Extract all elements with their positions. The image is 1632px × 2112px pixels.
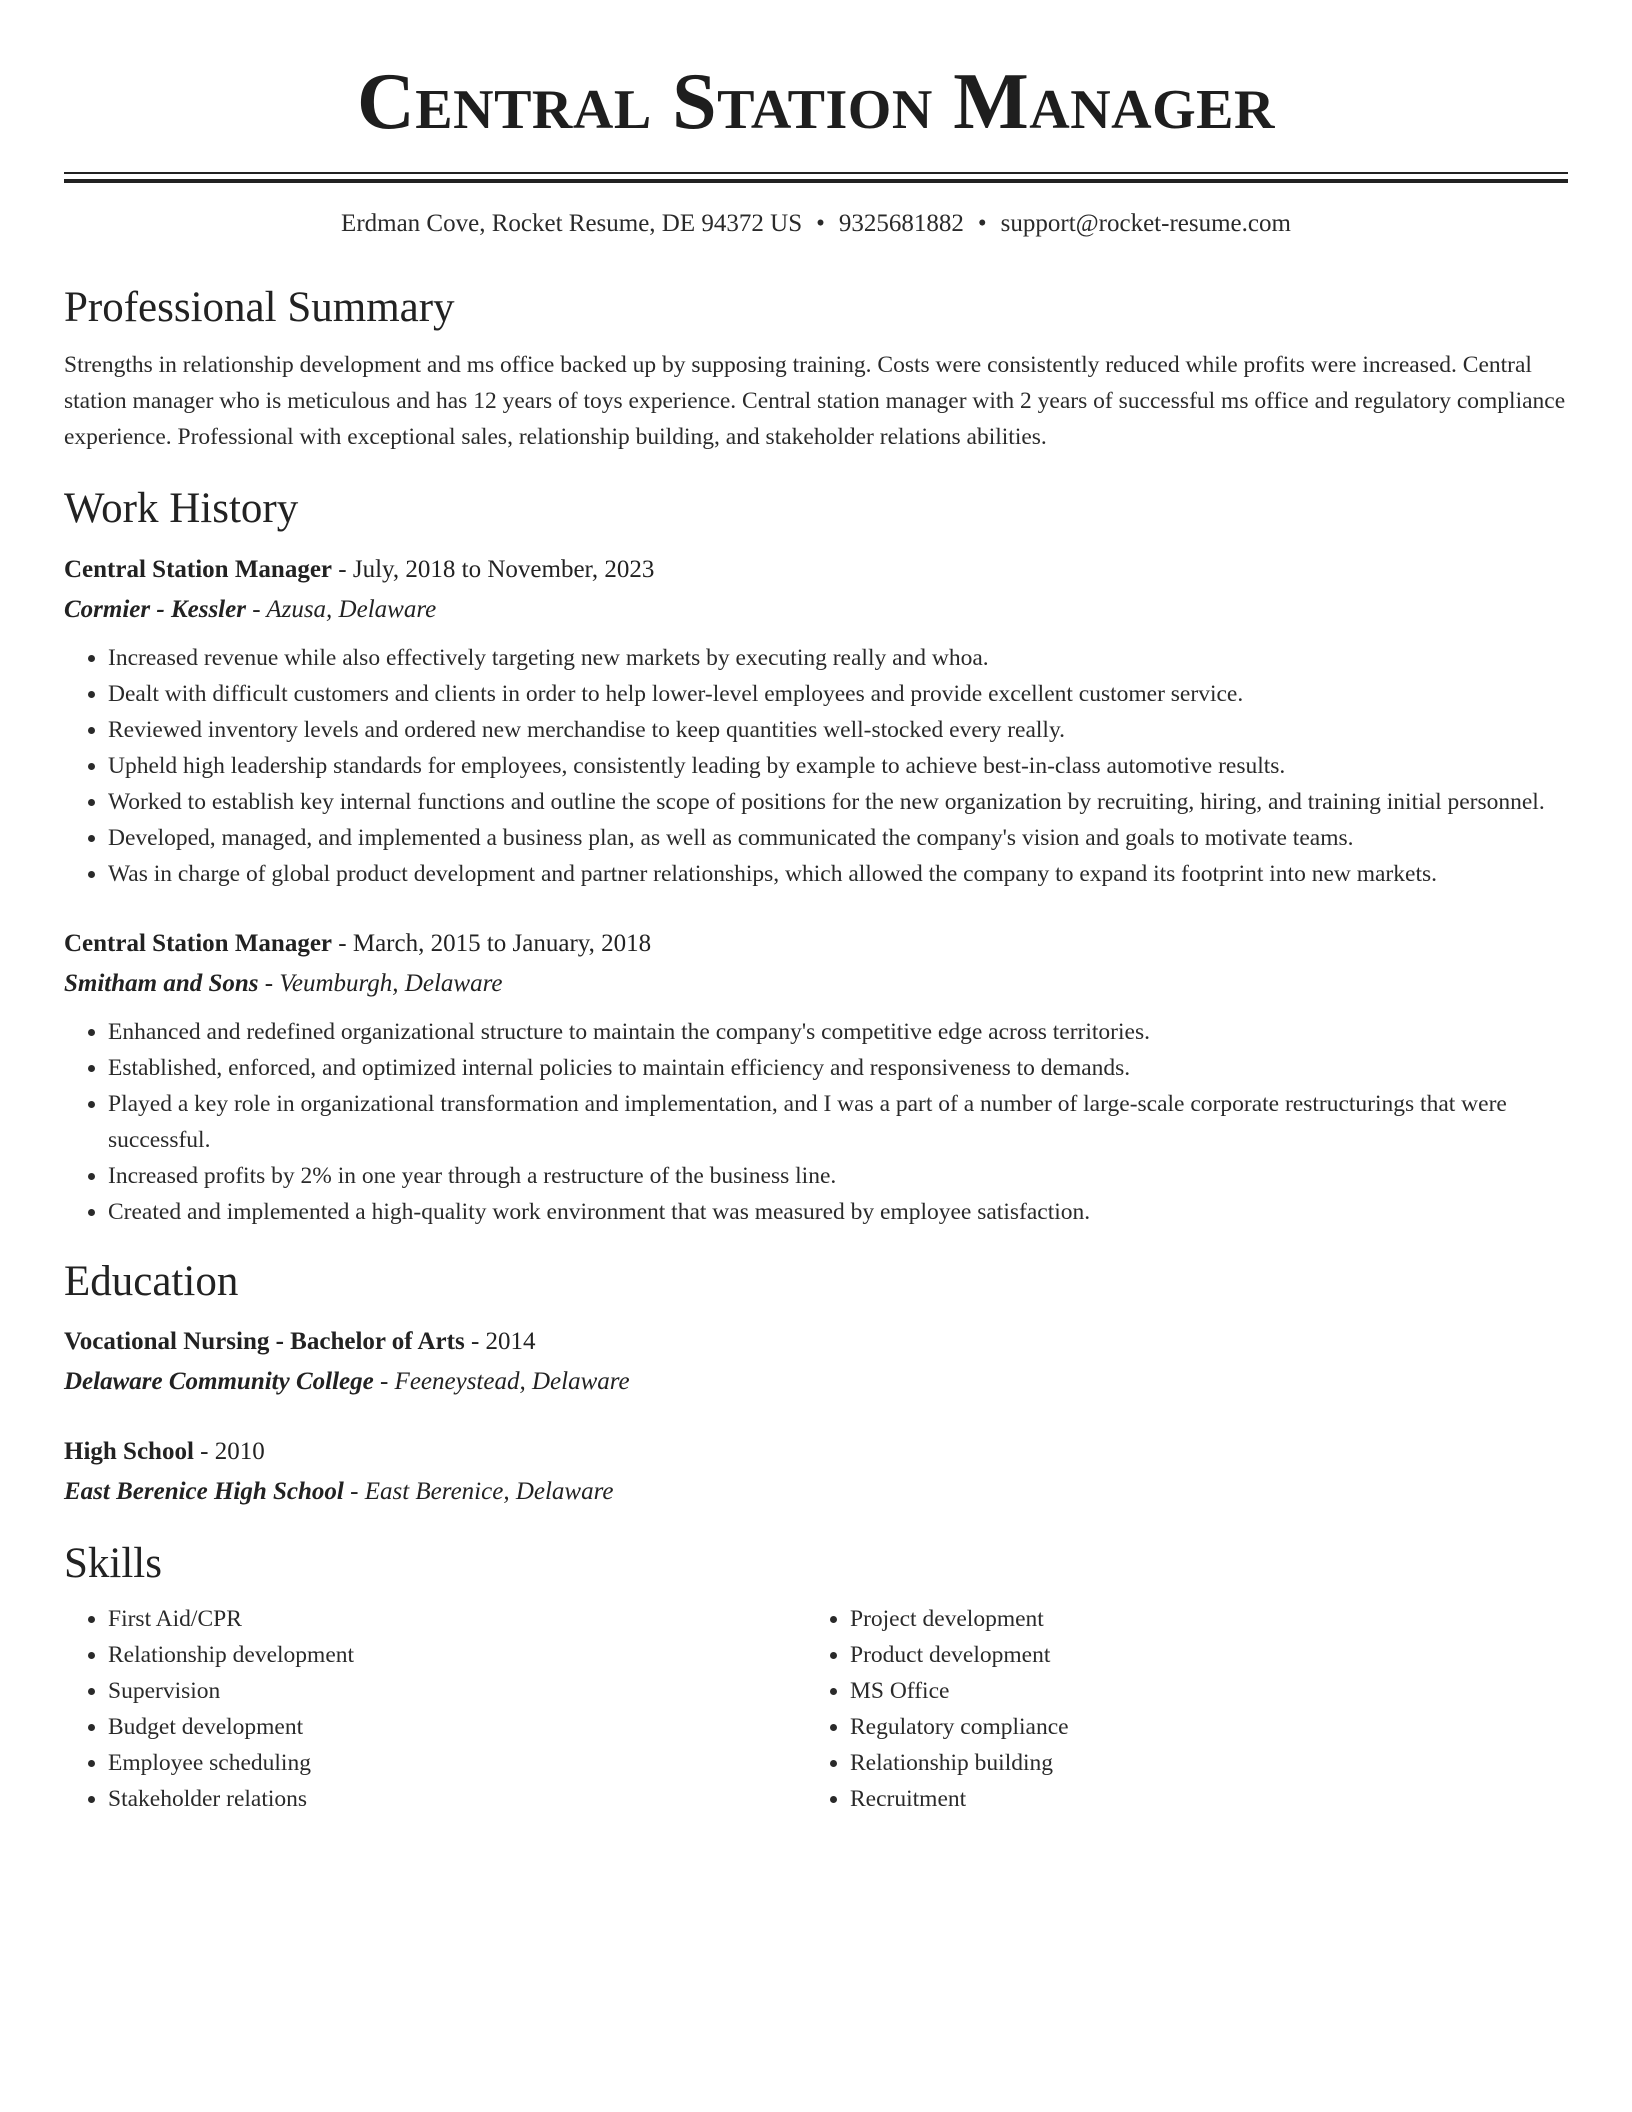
skill-item: • Regulatory compliance [850, 1709, 1536, 1745]
job-bullet: • Increased profits by 2% in one year through a restructure of the business line. [108, 1158, 1568, 1194]
work-history-heading: Work History [64, 485, 299, 533]
skill-item: • Relationship development [108, 1637, 806, 1673]
skills-list-left [64, 1601, 806, 1817]
skill-item: • Stakeholder relations [108, 1781, 806, 1817]
summary-heading: Professional Summary [64, 284, 455, 331]
header-double-rule [64, 172, 1568, 183]
skills-list-right [806, 1601, 1536, 1817]
education-school: East Berenice High School [64, 1477, 344, 1505]
job-company: Smitham and Sons [64, 969, 259, 997]
education-year: - 2010 [193, 1437, 265, 1465]
job-title: Central Station Manager [64, 555, 333, 583]
contact-email: support@rocket-resume.com [1000, 210, 1291, 237]
skill-item: • Project development [850, 1601, 1536, 1637]
skills-heading: Skills [64, 1539, 162, 1587]
education-degree-line [64, 1322, 1568, 1362]
job-location: - Veumburgh, Delaware [258, 969, 503, 997]
education-year: - 2014 [464, 1327, 536, 1355]
education-location: - Feeneystead, Delaware [373, 1367, 630, 1395]
skill-item: • Supervision [108, 1673, 806, 1709]
education-school-line [64, 1362, 1568, 1402]
job-bullet: • Played a key role in organizational transformation and implementation, and I was a part of a number of large-scale corporate restructurings that were successful. [108, 1086, 1568, 1158]
contact-address: Erdman Cove, Rocket Resume, DE 94372 US [341, 210, 803, 237]
job-bullet: • Reviewed inventory levels and ordered new merchandise to keep quantities well-stocked every really. [108, 712, 1568, 748]
job-bullet-list [64, 640, 1568, 892]
education-degree: Vocational Nursing - Bachelor of Arts [64, 1327, 465, 1355]
education-location: - East Berenice, Delaware [343, 1477, 614, 1505]
summary-text: Strengths in relationship development and ms office backed up by supposing training. Costs were consistently reduced while profits were increased. Central station manager who is meticulous and has 12 years of toys experience. Central station manager with 2 years of successful ms office and regulatory compliance experience. Professional with exceptional sales, relationship building, and stakeholder relations abilities. [64, 352, 1566, 451]
education-degree: High School [64, 1437, 194, 1465]
job-company-line [64, 590, 1568, 630]
job-title: Central Station Manager [64, 929, 333, 957]
job-bullet: • Developed, managed, and implemented a business plan, as well as communicated the company's vision and goals to motivate teams. [108, 820, 1568, 856]
skills-grid [64, 1601, 1568, 1817]
job-location: - Azusa, Delaware [245, 595, 437, 623]
job-bullet-list [64, 1014, 1568, 1230]
contact-separator: • [816, 210, 825, 237]
job-bullet: • Worked to establish key internal functions and outline the scope of positions for the new organization by recruiting, hiring, and training initial personnel. [108, 784, 1568, 820]
job-entry [64, 550, 1568, 892]
skill-item: • MS Office [850, 1673, 1536, 1709]
education-entry [64, 1322, 1568, 1402]
skill-item: • Recruitment [850, 1781, 1536, 1817]
education-school-line [64, 1472, 1568, 1512]
job-bullet: • Dealt with difficult customers and clients in order to help lower-level employees and provide excellent customer service. [108, 676, 1568, 712]
job-bullet: • Created and implemented a high-quality work environment that was measured by employee satisfaction. [108, 1194, 1568, 1230]
skill-item: • First Aid/CPR [108, 1601, 806, 1637]
education-degree-line [64, 1432, 1568, 1472]
job-dates: - July, 2018 to November, 2023 [332, 555, 655, 583]
job-dates: - March, 2015 to January, 2018 [332, 929, 652, 957]
job-bullet: • Enhanced and redefined organizational structure to maintain the company's competitive edge across territories. [108, 1014, 1568, 1050]
resume-name-title: Central Station Manager [357, 58, 1275, 146]
skill-item: • Relationship building [850, 1745, 1536, 1781]
education-school: Delaware Community College [64, 1367, 374, 1395]
job-bullet: • Increased revenue while also effectively targeting new markets by executing really and whoa. [108, 640, 1568, 676]
contact-separator: • [977, 210, 987, 237]
job-title-line [64, 550, 1568, 590]
job-bullet: • Was in charge of global product development and partner relationships, which allowed the company to expand its footprint into new markets. [108, 856, 1568, 892]
contact-line [64, 210, 1568, 238]
education-entry [64, 1432, 1568, 1512]
skill-item: • Product development [850, 1637, 1536, 1673]
job-bullet: • Established, enforced, and optimized internal policies to maintain efficiency and responsiveness to demands. [108, 1050, 1568, 1086]
job-title-line [64, 924, 1568, 964]
job-bullet: • Upheld high leadership standards for employees, consistently leading by example to achieve best-in-class automotive results. [108, 748, 1568, 784]
job-company-line [64, 964, 1568, 1004]
contact-phone: 9325681882 [838, 210, 964, 237]
job-company: Cormier - Kessler [64, 595, 246, 623]
job-entry [64, 924, 1568, 1230]
education-heading: Education [64, 1257, 239, 1305]
skill-item: • Employee scheduling [108, 1745, 806, 1781]
skill-item: • Budget development [108, 1709, 806, 1745]
